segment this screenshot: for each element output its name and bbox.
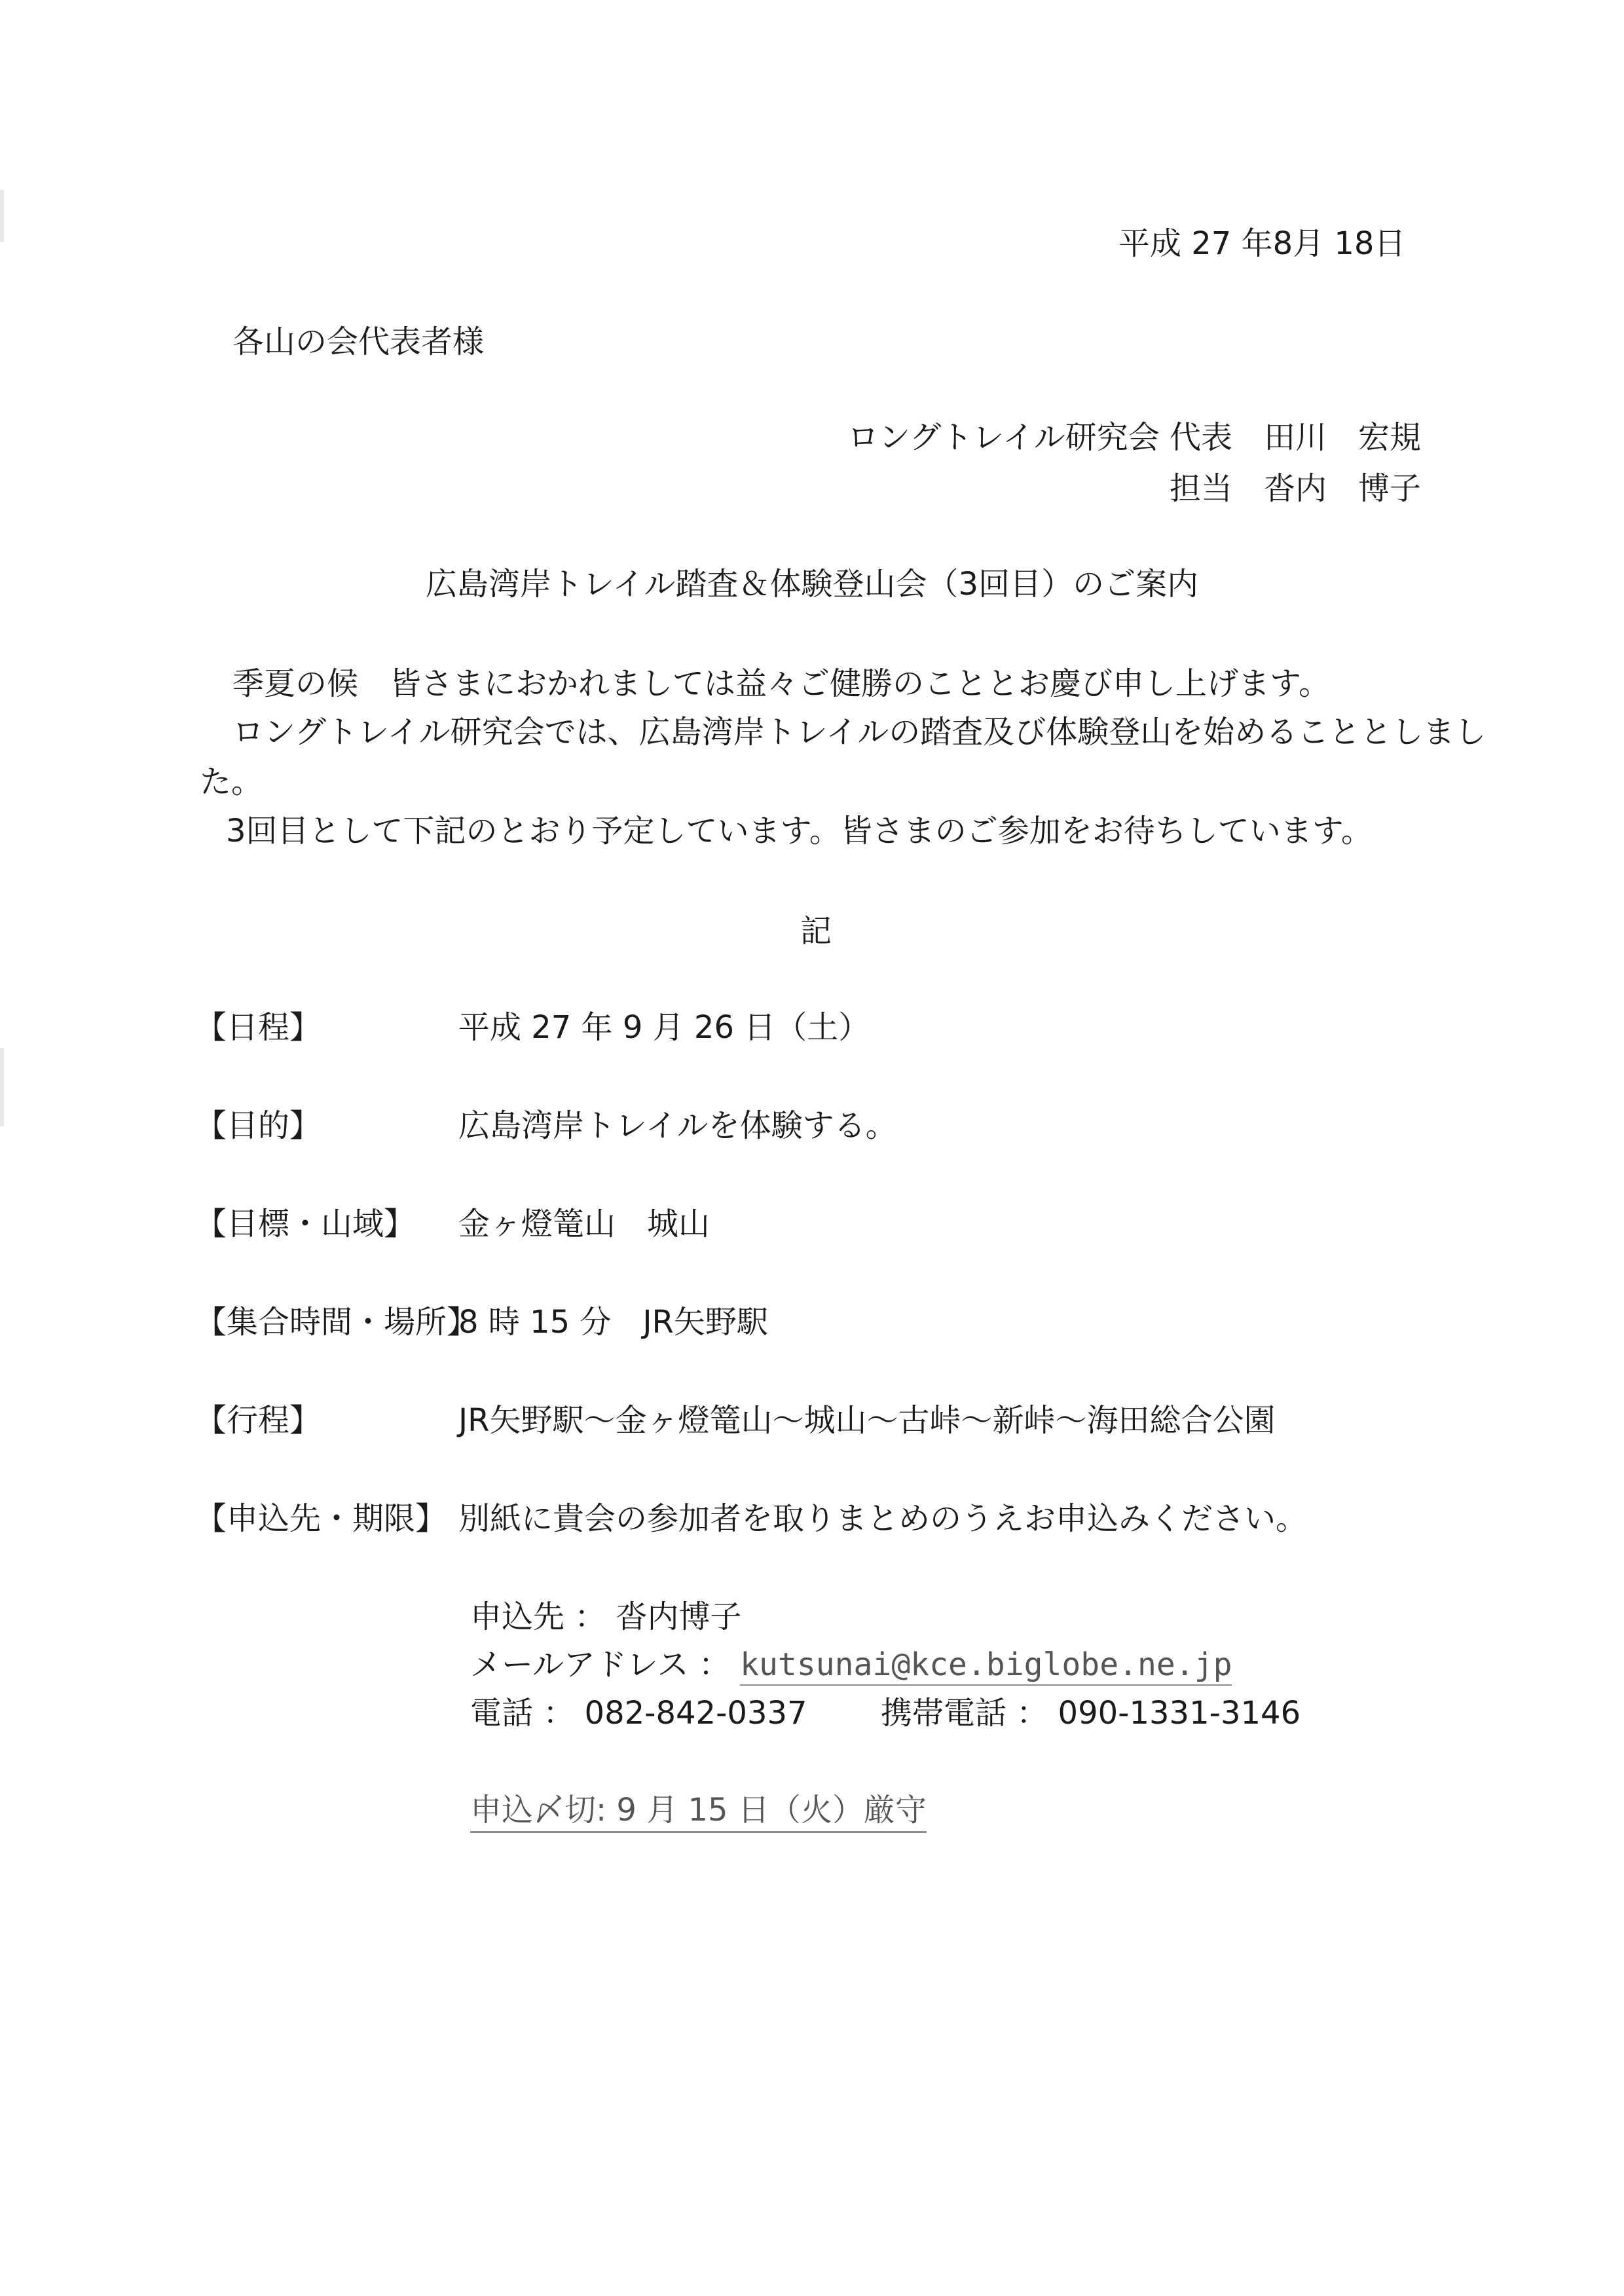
contact-email-link[interactable]: kutsunai@kce.biglobe.ne.jp	[740, 1646, 1232, 1686]
sender-org-line: ロングトレイル研究会 代表 田川 宏規	[847, 419, 1421, 456]
sender-contact-line: 担当 沓内 博子	[1169, 470, 1421, 507]
letter-date: 平成 27 年8月 18日	[1118, 225, 1406, 262]
scan-edge-mark	[0, 1048, 4, 1126]
detail-value-target-mountain: 金ヶ燈篭山 城山	[458, 1206, 710, 1242]
contact-applicant	[470, 1601, 742, 1633]
scan-edge-mark	[0, 190, 4, 242]
contact-mobile-row	[881, 1697, 1301, 1729]
detail-value-schedule: 平成 27 年 9 月 26 日（土）	[458, 1009, 870, 1046]
contact-phone-value: 082-842-0337	[584, 1695, 807, 1731]
contact-mobile-label: 携帯電話 ：	[881, 1695, 1048, 1731]
body-paragraph-schedule: 3回目として下記のとおり予定しています。皆さまのご参加をお待ちしています。	[226, 813, 1373, 849]
contact-applicant-label: 申込先 ：	[470, 1599, 606, 1635]
body-paragraph-intro-line2: た。	[200, 764, 263, 800]
detail-label-application: 【申込先・期限】	[195, 1500, 447, 1537]
detail-label-meeting: 【集合時間・場所】	[195, 1304, 479, 1341]
detail-label-itinerary: 【行程】	[195, 1402, 322, 1439]
detail-value-meeting: 8 時 15 分 JR矢野駅	[458, 1304, 768, 1341]
contact-applicant-name: 沓内博子	[616, 1599, 742, 1635]
contact-mobile-value: 090-1331-3146	[1058, 1695, 1301, 1731]
application-deadline	[470, 1794, 927, 1826]
ki-mark: 記	[800, 913, 832, 950]
detail-value-application: 別紙に貴会の参加者を取りまとめのうえお申込みください。	[458, 1500, 1308, 1537]
detail-label-schedule: 【日程】	[195, 1009, 322, 1046]
contact-email-label: メールアドレス ：	[470, 1646, 730, 1683]
contact-phone-label: 電話 ：	[470, 1695, 575, 1731]
body-paragraph-greeting: 季夏の候 皆さまにおかれましては益々ご健勝のこととお慶び申し上げます。	[232, 665, 1331, 702]
contact-phone-row	[470, 1697, 807, 1729]
addressee: 各山の会代表者様	[232, 324, 485, 360]
detail-label-purpose: 【目的】	[195, 1107, 322, 1144]
body-paragraph-intro-line1: ロングトレイル研究会では、広島湾岸トレイルの踏査及び体験登山を始めることとしまし	[232, 714, 1486, 750]
detail-value-itinerary: JR矢野駅～金ヶ燈篭山～城山～古峠～新峠～海田総合公園	[458, 1402, 1276, 1439]
document-title: 広島湾岸トレイル踏査＆体験登山会（3回目）のご案内	[425, 566, 1199, 602]
contact-email-row	[470, 1646, 1232, 1683]
detail-value-purpose: 広島湾岸トレイルを体験する。	[458, 1107, 897, 1144]
application-deadline-text: 申込〆切: 9 月 15 日（火）厳守	[470, 1792, 927, 1833]
detail-label-target-mountain: 【目標・山域】	[195, 1206, 416, 1242]
